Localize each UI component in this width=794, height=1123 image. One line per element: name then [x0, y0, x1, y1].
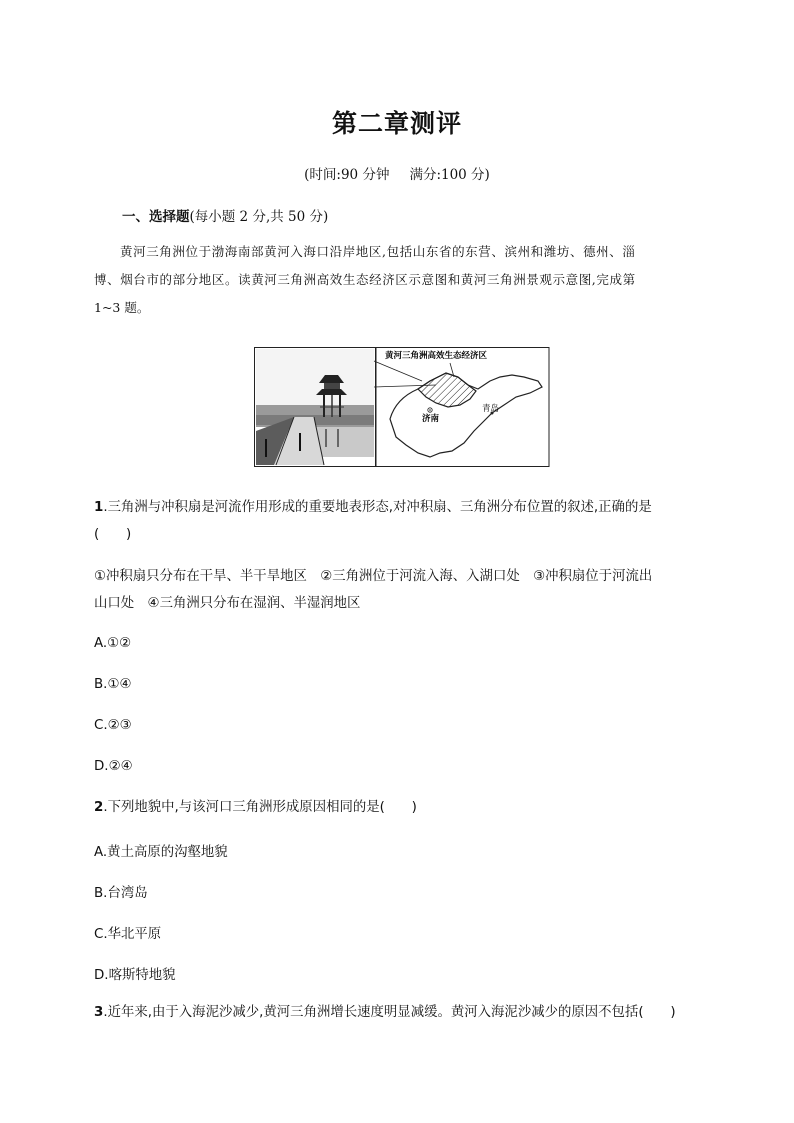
- statement-line: ①冲积扇只分布在干旱、半干旱地区 ②三角洲位于河流入海、入湖口处 ③冲积扇位于河流出: [94, 569, 653, 584]
- q2-option-c: C.华北平原: [94, 927, 162, 942]
- q1-option-b: B.①④: [94, 677, 132, 692]
- statement-line: 山口处 ④三角洲只分布在湿润、半湿润地区: [94, 596, 361, 611]
- answer-paren: ( ): [94, 527, 132, 542]
- q1-option-a: A.①②: [94, 636, 132, 651]
- shandong-map: [374, 348, 549, 467]
- question-number: 1: [94, 500, 104, 515]
- question-3: [94, 999, 714, 1026]
- page-title: 第二章测评: [331, 109, 462, 138]
- landscape-photo: [255, 348, 376, 467]
- q1-option-c: C.②③: [94, 718, 132, 733]
- zone-label: 黄河三角洲高效生态经济区: [385, 351, 488, 361]
- question-1: [94, 494, 706, 548]
- intro-passage: [94, 238, 694, 266]
- question-number: 3: [94, 1005, 104, 1020]
- section-heading: [122, 205, 328, 225]
- exam-info: [0, 163, 794, 183]
- q2-option-a: A.黄土高原的沟壑地貌: [94, 845, 228, 860]
- question-text: .下列地貌中,与该河口三角洲形成原因相同的是( ): [103, 800, 417, 815]
- question-1-stem: [94, 494, 706, 521]
- q1-option-d: D.②④: [94, 759, 133, 774]
- q2-option-d: D.喀斯特地貌: [94, 968, 176, 983]
- intro-line: 博、烟台市的部分地区。读黄河三角洲高效生态经济区示意图和黄河三角洲景观示意图,完成第: [94, 272, 636, 287]
- city-jinan: 济南: [422, 414, 440, 424]
- q2-option-b: B.台湾岛: [94, 886, 148, 901]
- question-text: .近年来,由于入海泥沙减少,黄河三角洲增长速度明显减缓。黄河入海泥沙减少的原因不包括( ): [103, 1005, 676, 1020]
- question-1-statements: [94, 563, 706, 617]
- delta-figure: [254, 347, 550, 467]
- city-qingdao: 青岛: [482, 404, 500, 414]
- section-note: (每小题 2 分,共 50 分): [189, 209, 329, 225]
- intro-line: 黄河三角洲位于渤海南部黄河入海口沿岸地区,包括山东省的东营、滨州和潍坊、德州、淄: [120, 244, 636, 259]
- section-title: 一、选择题: [122, 209, 190, 225]
- question-number: 2: [94, 800, 104, 815]
- intro-passage-2: [94, 266, 694, 322]
- time-limit: (时间:90 分钟: [304, 167, 390, 183]
- question-text: .三角洲与冲积扇是河流作用形成的重要地表形态,对冲积扇、三角洲分布位置的叙述,正确的是: [103, 500, 652, 515]
- question-2: [94, 794, 706, 821]
- full-score: 满分:100 分): [409, 167, 490, 183]
- intro-line: 1~3 题。: [94, 300, 150, 315]
